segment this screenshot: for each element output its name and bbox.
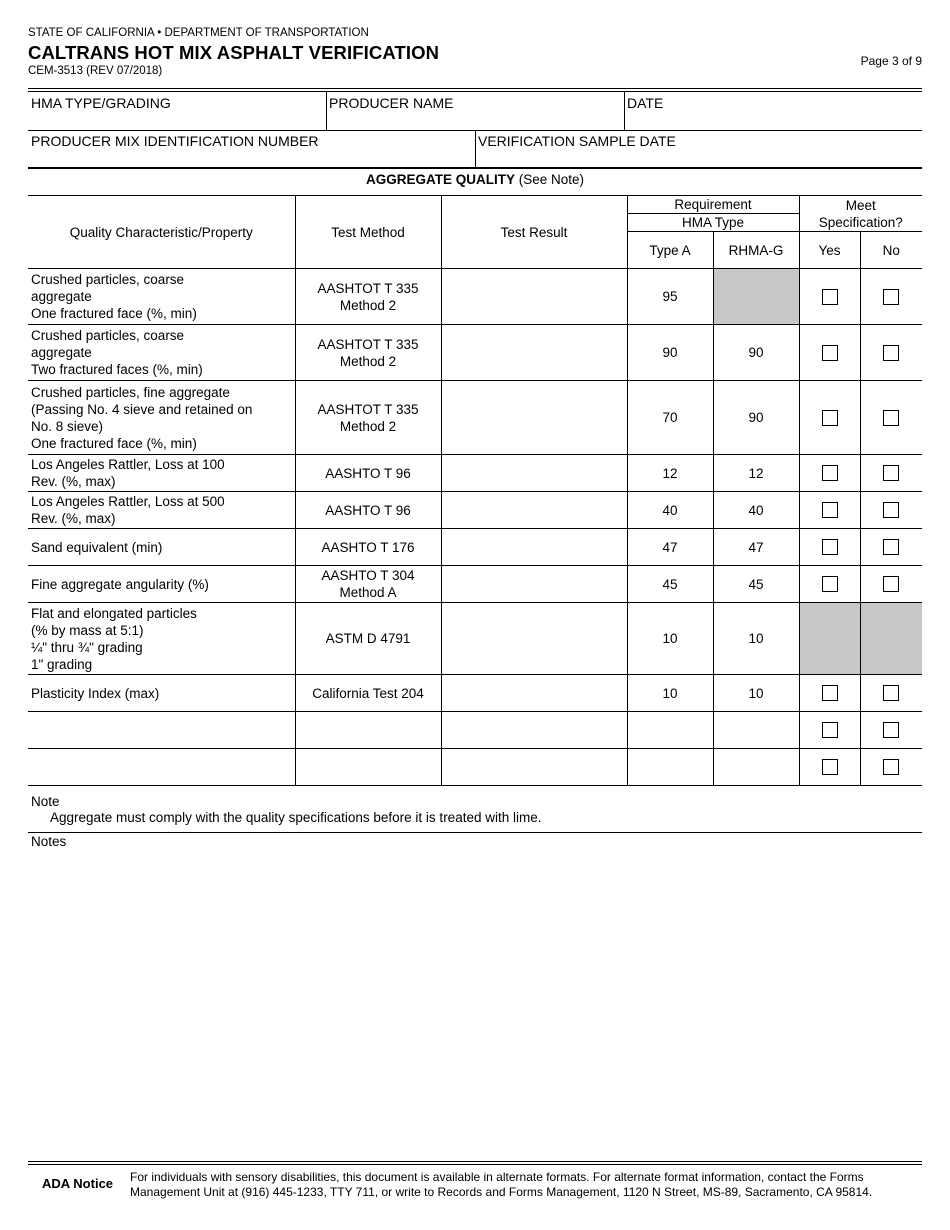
cell-rhma-g: 10 (713, 675, 799, 712)
checkbox-no[interactable] (883, 345, 899, 361)
field-divider (326, 92, 327, 130)
cell-type-a (627, 749, 713, 786)
cell-meet-no (860, 269, 922, 325)
ada-notice-label: ADA Notice (42, 1176, 114, 1191)
cell-rhma-g: 12 (713, 455, 799, 492)
cell-type-a: 95 (627, 269, 713, 325)
cell-meet-yes (799, 675, 860, 712)
cell-test-result[interactable] (441, 455, 627, 492)
property-line: Flat and elongated particles (31, 605, 197, 621)
property-line: aggregate (31, 289, 92, 304)
cell-meet-no (860, 749, 922, 786)
method-line: AASHTO T 304 (321, 568, 415, 583)
cell-meet-yes (799, 492, 860, 529)
table-row (28, 381, 922, 455)
checkbox-yes[interactable] (822, 539, 838, 555)
cell-property (28, 381, 295, 455)
property-line: One fractured face (%, min) (31, 306, 197, 321)
cell-property (28, 566, 295, 603)
cell-test-method (295, 455, 441, 492)
footer-rule-bottom (28, 1164, 922, 1165)
cell-rhma-g (713, 269, 799, 325)
table-body (28, 269, 922, 786)
checkbox-no[interactable] (883, 576, 899, 592)
producer-name-field[interactable]: PRODUCER NAME (329, 95, 454, 111)
table-row (28, 712, 922, 749)
sample-date-field[interactable]: VERIFICATION SAMPLE DATE (478, 133, 676, 149)
cell-type-a: 47 (627, 529, 713, 566)
method-line: California Test 204 (312, 685, 424, 701)
method-line: Method 2 (339, 353, 397, 369)
checkbox-no[interactable] (883, 685, 899, 701)
header-rule-top (28, 88, 922, 89)
cell-property (28, 455, 295, 492)
property-line: One fractured face (%, min) (31, 435, 197, 451)
table-row (28, 529, 922, 566)
cell-type-a: 45 (627, 566, 713, 603)
header-property: Quality Characteristic/Property (28, 196, 295, 269)
cell-test-method (295, 603, 441, 675)
property-line: ¼" thru ¾" grading (31, 639, 143, 655)
cell-meet-yes (799, 749, 860, 786)
note-text: Aggregate must comply with the quality specifications before it is treated with lime. (50, 810, 542, 825)
cell-meet-no (860, 675, 922, 712)
cell-type-a: 10 (627, 603, 713, 675)
cell-meet-no (860, 712, 922, 749)
method-line: AASHTOT T 335 (317, 401, 419, 417)
note-label: Note (31, 794, 60, 809)
checkbox-yes[interactable] (822, 289, 838, 305)
cell-meet-no (860, 325, 922, 381)
header-hma-type: HMA Type (627, 214, 799, 232)
cell-rhma-g: 10 (713, 603, 799, 675)
checkbox-no[interactable] (883, 289, 899, 305)
cell-property (28, 269, 295, 325)
checkbox-no[interactable] (883, 759, 899, 775)
checkbox-yes[interactable] (822, 576, 838, 592)
page-number: Page 3 of 9 (860, 54, 922, 68)
method-line: AASHTO T 176 (321, 539, 415, 555)
cell-test-result[interactable] (441, 269, 627, 325)
method-line: AASHTOT T 335 (317, 336, 419, 352)
cell-type-a: 90 (627, 325, 713, 381)
method-line: AASHTOT T 335 (317, 280, 419, 296)
header-meet-line1: Meet (845, 197, 876, 213)
cell-rhma-g: 40 (713, 492, 799, 529)
cell-rhma-g: 47 (713, 529, 799, 566)
property-line: Fine aggregate angularity (%) (31, 576, 209, 592)
cell-property (28, 325, 295, 381)
date-field[interactable]: DATE (627, 95, 664, 111)
cell-meet-yes (799, 529, 860, 566)
cell-meet-no (860, 492, 922, 529)
agency-line: STATE OF CALIFORNIA • DEPARTMENT OF TRANSPORTATION (28, 27, 369, 39)
cell-test-method (295, 749, 441, 786)
header-result: Test Result (441, 196, 627, 269)
cell-type-a (627, 712, 713, 749)
method-line: Method 2 (339, 297, 397, 313)
cell-meet-no (860, 381, 922, 455)
header-requirement: Requirement (627, 196, 799, 214)
cell-test-method (295, 492, 441, 529)
checkbox-yes[interactable] (822, 410, 838, 426)
cell-test-method (295, 325, 441, 381)
checkbox-yes[interactable] (822, 685, 838, 701)
cell-rhma-g: 90 (713, 325, 799, 381)
checkbox-yes[interactable] (822, 502, 838, 518)
cell-meet-no (860, 603, 922, 675)
property-line: Crushed particles, coarse (31, 272, 185, 287)
cell-test-method (295, 381, 441, 455)
form-title: CALTRANS HOT MIX ASPHALT VERIFICATION (28, 42, 440, 63)
cell-test-result[interactable] (441, 675, 627, 712)
section-title-bold: AGGREGATE QUALITY (365, 172, 515, 187)
header-meet-line2: Specification? (818, 214, 903, 230)
section-title (28, 172, 922, 187)
cell-property (28, 749, 295, 786)
cell-type-a: 40 (627, 492, 713, 529)
header-no: No (860, 232, 922, 269)
field-divider (475, 130, 476, 167)
note-rule (28, 832, 922, 833)
checkbox-yes[interactable] (822, 465, 838, 481)
table-row (28, 492, 922, 529)
cell-test-result[interactable] (441, 603, 627, 675)
hma-type-field[interactable]: HMA TYPE/GRADING (31, 95, 171, 111)
table-row (28, 325, 922, 381)
property-line: No. 8 sieve) (31, 418, 104, 434)
header-type-a: Type A (627, 232, 713, 269)
cell-meet-yes (799, 269, 860, 325)
section-title-note: (See Note) (514, 172, 585, 187)
header-method: Test Method (295, 196, 441, 269)
cell-property (28, 529, 295, 566)
table-row (28, 269, 922, 325)
table-row (28, 603, 922, 675)
property-line: (% by mass at 5:1) (31, 622, 144, 638)
table-row (28, 455, 922, 492)
cell-test-method (295, 675, 441, 712)
notes-label: Notes (31, 834, 67, 849)
form-number: CEM-3513 (REV 07/2018) (28, 65, 163, 77)
property-line: aggregate (31, 345, 92, 360)
cell-test-method (295, 269, 441, 325)
property-line: Los Angeles Rattler, Loss at 500 (31, 494, 225, 509)
property-line: Rev. (%, max) (31, 474, 116, 489)
cell-test-method (295, 566, 441, 603)
header-rhma-g: RHMA-G (713, 232, 799, 269)
cell-property (28, 603, 295, 675)
cell-test-result[interactable] (441, 529, 627, 566)
header-meet-spec (799, 196, 922, 232)
property-line: Rev. (%, max) (31, 511, 116, 526)
property-line: Crushed particles, coarse (31, 328, 185, 343)
cell-rhma-g (713, 749, 799, 786)
cell-meet-yes (799, 325, 860, 381)
cell-test-method (295, 529, 441, 566)
method-line: Method A (339, 585, 397, 600)
footer-rule-top (28, 1161, 922, 1162)
cell-meet-no (860, 455, 922, 492)
checkbox-no[interactable] (883, 465, 899, 481)
section-rule (28, 167, 922, 169)
checkbox-no[interactable] (883, 722, 899, 738)
cell-meet-no (860, 566, 922, 603)
method-line: Method 2 (339, 418, 397, 434)
checkbox-no[interactable] (883, 539, 899, 555)
cell-test-method (295, 712, 441, 749)
cell-property (28, 675, 295, 712)
cell-meet-yes (799, 603, 860, 675)
cell-rhma-g: 45 (713, 566, 799, 603)
method-line: AASHTO T 96 (325, 502, 411, 518)
cell-property (28, 712, 295, 749)
cell-rhma-g (713, 712, 799, 749)
header-yes: Yes (799, 232, 860, 269)
cell-test-result[interactable] (441, 712, 627, 749)
aggregate-quality-table (28, 195, 922, 786)
cell-meet-yes (799, 381, 860, 455)
cell-test-result[interactable] (441, 749, 627, 786)
cell-meet-yes (799, 566, 860, 603)
property-line: 1" grading (31, 656, 93, 672)
cell-test-result[interactable] (441, 325, 627, 381)
cell-meet-no (860, 529, 922, 566)
checkbox-yes[interactable] (822, 722, 838, 738)
method-line: AASHTO T 96 (325, 465, 411, 481)
cell-test-result[interactable] (441, 566, 627, 603)
cell-rhma-g: 90 (713, 381, 799, 455)
cell-property (28, 492, 295, 529)
cell-meet-yes (799, 712, 860, 749)
field-divider (624, 92, 625, 130)
property-line: (Passing No. 4 sieve and retained on (31, 401, 253, 417)
table-row (28, 749, 922, 786)
checkbox-yes[interactable] (822, 759, 838, 775)
cell-type-a: 10 (627, 675, 713, 712)
cell-test-result[interactable] (441, 492, 627, 529)
table-row (28, 566, 922, 603)
method-line: ASTM D 4791 (325, 631, 411, 646)
table-row (28, 675, 922, 712)
property-line: Crushed particles, fine aggregate (31, 384, 230, 400)
mix-id-field[interactable]: PRODUCER MIX IDENTIFICATION NUMBER (31, 133, 319, 149)
cell-test-result[interactable] (441, 381, 627, 455)
cell-type-a: 70 (627, 381, 713, 455)
checkbox-yes[interactable] (822, 345, 838, 361)
property-line: Two fractured faces (%, min) (31, 362, 203, 377)
property-line: Plasticity Index (max) (31, 685, 160, 701)
header-rule-bottom (28, 91, 922, 92)
cell-meet-yes (799, 455, 860, 492)
property-line: Los Angeles Rattler, Loss at 100 (31, 457, 225, 472)
property-line: Sand equivalent (min) (31, 539, 163, 555)
cell-type-a: 12 (627, 455, 713, 492)
checkbox-no[interactable] (883, 502, 899, 518)
ada-notice-text: For individuals with sensory disabilities, this document is available in alternate formats. For alternate format information, contact the Forms Management Unit at (916) 445-1233, TTY 711, or write to Records and Forms Management, 1120 N Street, MS-89, Sacramento, CA 95814. (130, 1170, 873, 1199)
checkbox-no[interactable] (883, 410, 899, 426)
